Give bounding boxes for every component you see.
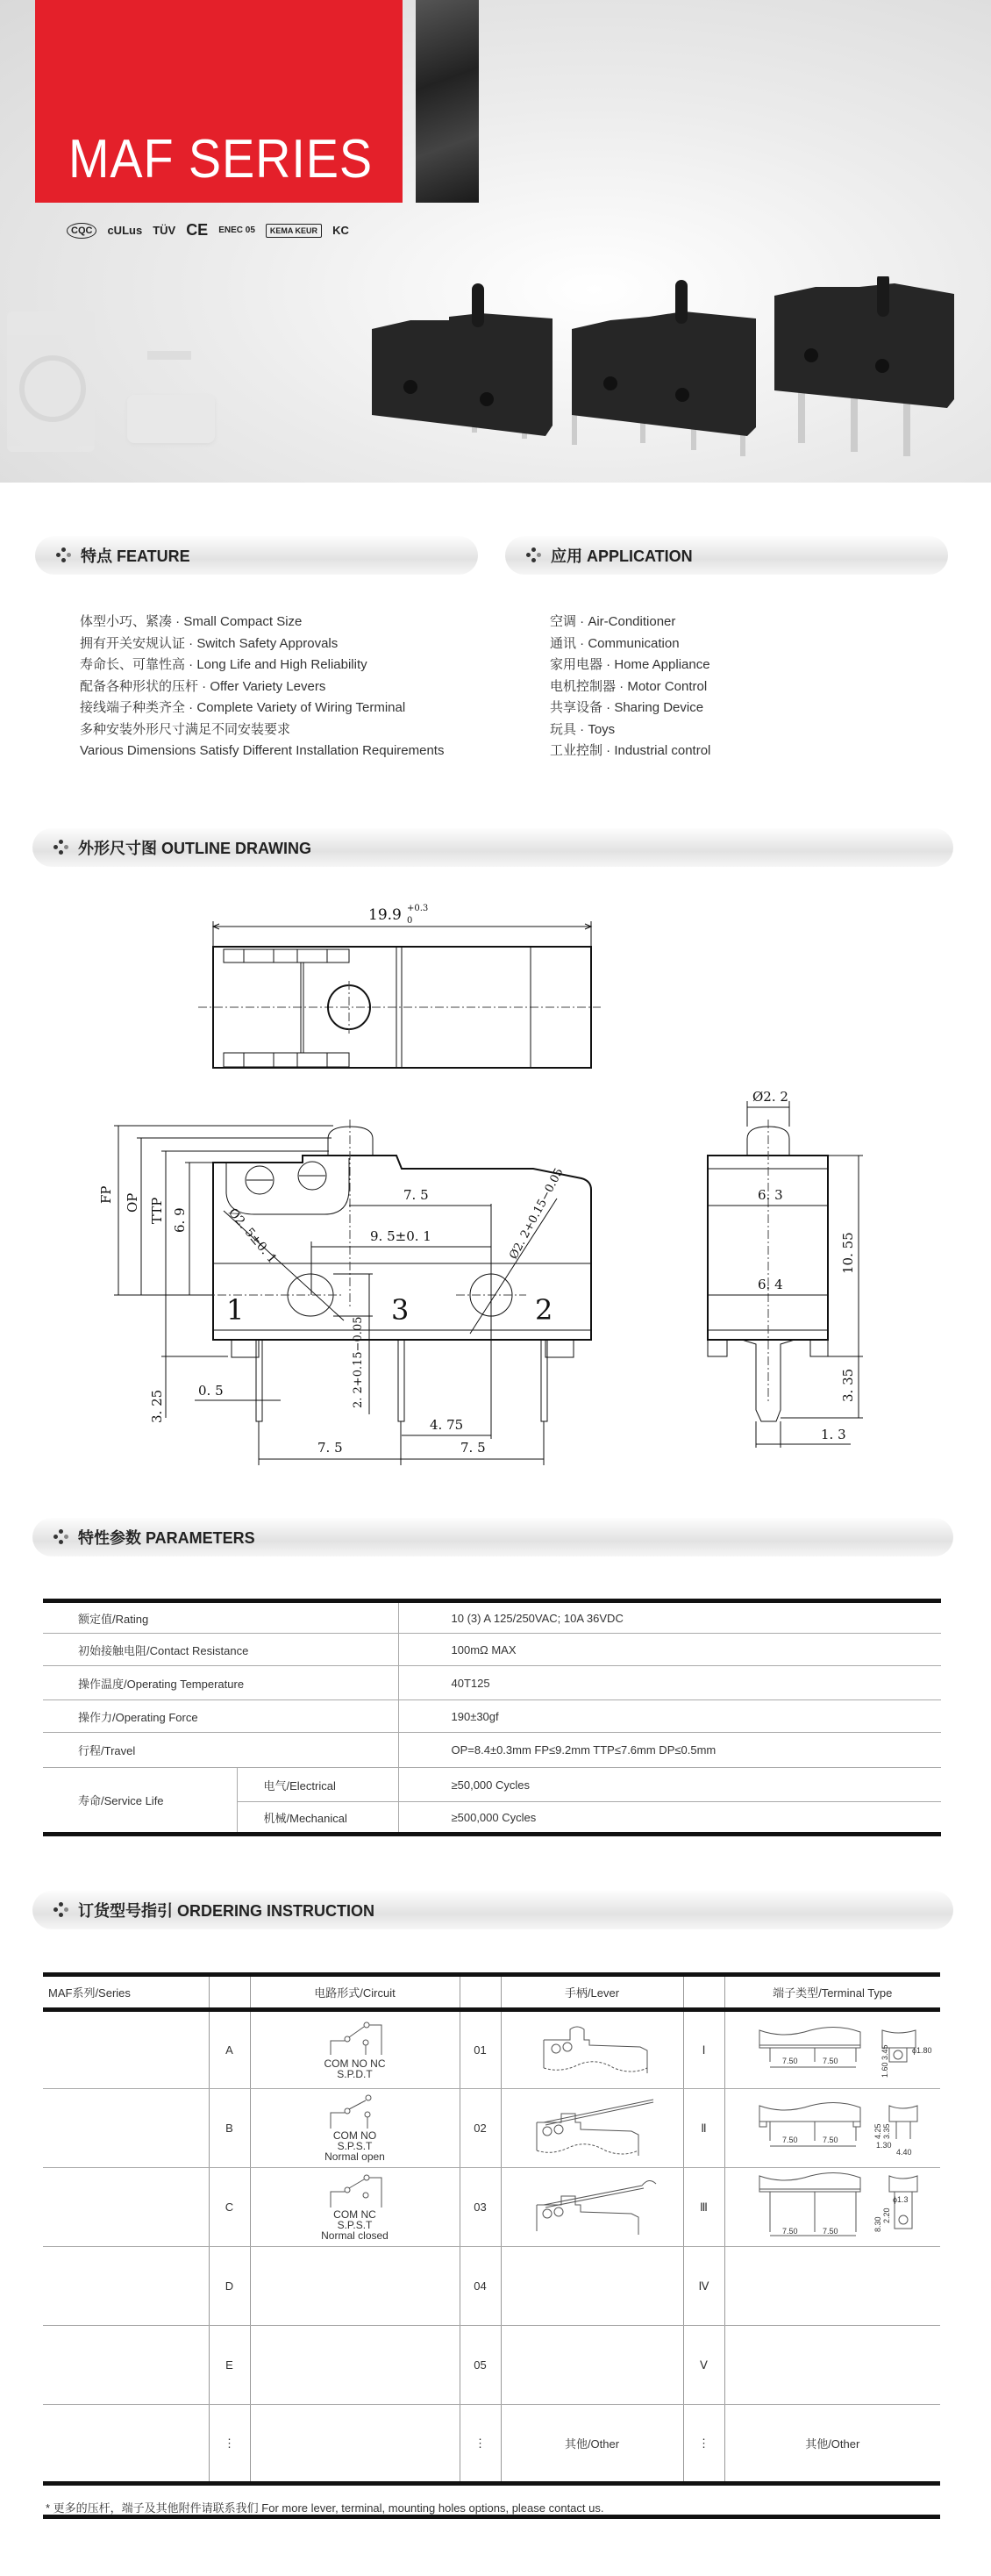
- svg-text:2.20: 2.20: [882, 2207, 892, 2223]
- terminal-3-label: 3: [391, 1293, 410, 1327]
- application-item: 通讯 · Communication: [550, 635, 680, 651]
- table-header-row: MAF系列/Series 电路形式/Circuit 手柄/Lever 端子类型/Terminal Type: [43, 1975, 940, 2010]
- feature-title: 特点 FEATURE: [81, 547, 190, 565]
- terminal-ii-sketch: [731, 2095, 933, 2158]
- application-title: 应用 APPLICATION: [551, 547, 693, 565]
- dim-hole-2-5: Ø2. 5±0. 1: [225, 1206, 280, 1267]
- dim-3-35: 3. 35: [840, 1368, 856, 1402]
- svg-text:0: 0: [407, 916, 413, 926]
- svg-text:7.50: 7.50: [823, 2057, 838, 2065]
- svg-text:1.30: 1.30: [876, 2141, 892, 2150]
- svg-text:3.45: 3.45: [880, 2044, 890, 2060]
- dots-icon: [53, 1902, 69, 1918]
- dim-7-5: 7. 5: [403, 1187, 429, 1203]
- series-title: MAF SERIES: [68, 129, 373, 190]
- divider: [43, 2515, 940, 2519]
- switch-photo-1: [372, 283, 577, 445]
- table-row: 操作温度/Operating Temperature 40T125: [43, 1666, 941, 1700]
- feature-list: [80, 612, 444, 762]
- dim-length: 19.9: [368, 906, 402, 924]
- svg-text:7.50: 7.50: [782, 2227, 798, 2236]
- cert-kc-logo: KC: [332, 224, 349, 237]
- application-item: 空调 · Air-Conditioner: [550, 614, 676, 629]
- table-row: B COM NO S.P.S.T Normal open 02 Ⅱ 7.50 7.50 4.25 3.35 1.30 4.40: [43, 2089, 940, 2168]
- dim-hole-2-2: Ø2. 2+0.15−0.05: [507, 1166, 567, 1262]
- svg-text:7.50: 7.50: [823, 2136, 838, 2144]
- svg-text:1.60: 1.60: [880, 2062, 890, 2078]
- application-list: [550, 612, 710, 762]
- terminal-i-sketch: [731, 2018, 933, 2079]
- table-row: ⋮ ⋮ 其他/Other ⋮ 其他/Other: [43, 2405, 940, 2484]
- dim-1-3: 1. 3: [821, 1427, 846, 1442]
- switch-photo-3: [774, 276, 954, 456]
- ordering-title: 订货型号指引 ORDERING INSTRUCTION: [78, 1902, 375, 1920]
- svg-text:7.50: 7.50: [823, 2227, 838, 2236]
- feature-item: 体型小巧、紧凑 · Small Compact Size: [80, 614, 303, 629]
- ordering-section-header: [32, 1891, 953, 1929]
- ordering-table: [43, 1972, 940, 2486]
- cert-ce-logo: CE: [186, 221, 209, 239]
- cert-cqc-logo: CQC: [67, 223, 96, 239]
- feature-item: 配备各种形状的压杆 · Offer Variety Levers: [80, 678, 326, 694]
- footnote: * 更多的压杆，端子及其他附件请联系我们 For more lever, terminal, mounting holes options, please contact us.: [46, 2501, 604, 2515]
- front-view: [98, 1120, 591, 1465]
- cert-tuv-logo: TÜV: [153, 224, 176, 237]
- svg-text:4.25: 4.25: [873, 2123, 883, 2139]
- feature-item: 拥有开关安规认证 · Switch Safety Approvals: [80, 635, 339, 651]
- dim-10-55: 10. 55: [840, 1232, 856, 1274]
- dim-ttp: TTP: [149, 1197, 165, 1224]
- dim-op: OP: [125, 1192, 140, 1213]
- hero-banner: [0, 0, 991, 483]
- table-row: 额定值/Rating 10 (3) A 125/250VAC; 10A 36VDC: [43, 1601, 941, 1634]
- lever-03-sketch: [526, 2175, 658, 2236]
- cert-ul-logo: cULus: [107, 224, 143, 237]
- application-item: 玩具 · Toys: [550, 721, 616, 737]
- circuit-board-image: [416, 0, 479, 203]
- router-image: [147, 351, 191, 360]
- dim-3-25: 3. 25: [149, 1389, 165, 1423]
- dim-4-75: 4. 75: [430, 1417, 464, 1433]
- outline-title: 外形尺寸图 OUTLINE DRAWING: [78, 840, 311, 857]
- cert-kema-logo: KEMA KEUR: [266, 224, 322, 238]
- dim-2-2: 2. 2+0.15−0.05: [352, 1316, 365, 1408]
- lever-02-sketch: [526, 2096, 658, 2157]
- table-row: 行程/Travel OP=8.4±0.3mm FP≤9.2mm TTP≤7.6mm DP≤0.5mm: [43, 1733, 941, 1768]
- table-row: A COM NO NC S.P.D.T 01 Ⅰ 7.50 7.50 3.45 1.60 ϕ1.80: [43, 2010, 940, 2089]
- dim-pitch-7-5-right: 7. 5: [460, 1440, 486, 1456]
- feature-item: 寿命长、可靠性高 · Long Life and High Reliability: [80, 657, 367, 672]
- air-conditioner-image: [127, 395, 215, 443]
- table-row: 机械/Mechanical ≥500,000 Cycles: [43, 1802, 941, 1835]
- certification-logos: [67, 221, 349, 240]
- dim-6-9: 6. 9: [172, 1207, 188, 1233]
- dots-icon: [53, 840, 69, 855]
- svg-text:3.35: 3.35: [882, 2123, 892, 2139]
- application-item: 电机控制器 · Motor Control: [550, 678, 708, 694]
- dots-icon: [526, 547, 542, 563]
- circuit-diagram-spst-no: COM NO S.P.S.T Normal open: [320, 2093, 390, 2162]
- svg-text:ϕ1.80: ϕ1.80: [912, 2046, 932, 2055]
- dots-icon: [53, 1529, 69, 1545]
- outline-drawing: [88, 877, 930, 1474]
- dim-9-5: 9. 5±0. 1: [370, 1228, 431, 1244]
- top-view: [198, 904, 601, 1068]
- dim-plunger-2-2: Ø2. 2: [752, 1089, 788, 1105]
- feature-item: 多种安装外形尺寸满足不同安装要求: [80, 721, 291, 737]
- application-item: 家用电器 · Home Appliance: [550, 657, 710, 672]
- circuit-diagram-spst-nc: COM NC S.P.S.T Normal closed: [320, 2172, 390, 2241]
- svg-text:4.40: 4.40: [896, 2148, 912, 2157]
- svg-text:7.50: 7.50: [782, 2057, 798, 2065]
- dim-0-5: 0. 5: [198, 1383, 224, 1399]
- application-item: 共享设备 · Sharing Device: [550, 700, 704, 715]
- dim-fp: FP: [98, 1185, 114, 1204]
- terminal-2-label: 2: [535, 1293, 553, 1327]
- svg-text:8.30: 8.30: [873, 2216, 883, 2232]
- application-section-header: [505, 536, 948, 575]
- dim-6-3: 6. 3: [758, 1187, 783, 1203]
- table-row: D 04 Ⅳ: [43, 2247, 940, 2326]
- dim-pitch-7-5-left: 7. 5: [317, 1440, 343, 1456]
- table-row: 寿命/Service Life 电气/Electrical ≥50,000 Cycles: [43, 1768, 941, 1802]
- washing-machine-image: [7, 311, 95, 452]
- lever-01-sketch: [535, 2022, 649, 2075]
- parameters-table: [43, 1599, 941, 1836]
- table-row: 操作力/Operating Force 190±30gf: [43, 1700, 941, 1733]
- application-item: 工业控制 · Industrial control: [550, 743, 711, 758]
- cert-enec-logo: ENEC 05: [218, 225, 255, 235]
- feature-section-header: [35, 536, 478, 575]
- table-row: E 05 Ⅴ: [43, 2326, 940, 2405]
- outline-section-header: [32, 828, 953, 867]
- svg-text:7.50: 7.50: [782, 2136, 798, 2144]
- table-row: 初始接触电阻/Contact Resistance 100mΩ MAX: [43, 1634, 941, 1666]
- circuit-diagram-spdt: COM NO NC S.P.D.T: [320, 2020, 390, 2079]
- svg-text:ϕ1.3: ϕ1.3: [893, 2195, 909, 2204]
- parameters-title: 特性参数 PARAMETERS: [78, 1529, 255, 1547]
- terminal-iii-sketch: [731, 2171, 933, 2241]
- table-row: C COM NC S.P.S.T Normal closed 03 Ⅲ 7.50 7.50 8.30 2.20 ϕ1.3: [43, 2168, 940, 2247]
- side-view: [708, 1089, 863, 1448]
- feature-item: 接线端子种类齐全 · Complete Variety of Wiring Terminal: [80, 700, 406, 715]
- parameters-section-header: [32, 1518, 953, 1556]
- svg-text:+0.3: +0.3: [407, 904, 429, 913]
- terminal-1-label: 1: [226, 1293, 245, 1327]
- feature-item: Various Dimensions Satisfy Different Installation Requirements: [80, 743, 445, 758]
- dots-icon: [56, 547, 72, 563]
- product-photos: [368, 276, 973, 465]
- dim-6-4: 6. 4: [758, 1277, 783, 1292]
- switch-photo-2: [572, 280, 756, 456]
